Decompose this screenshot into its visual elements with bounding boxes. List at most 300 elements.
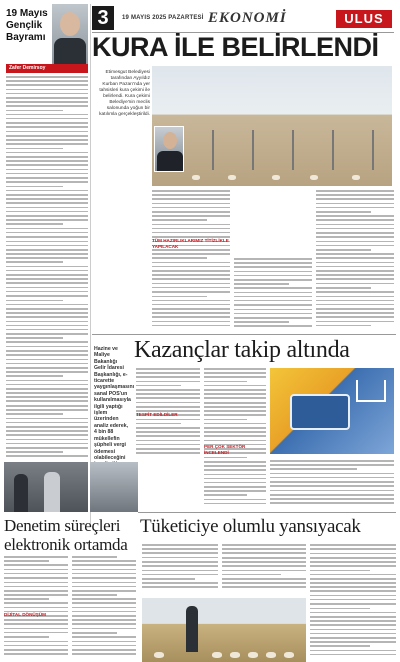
text-line <box>136 385 181 387</box>
text-line <box>6 434 88 436</box>
text-line <box>6 346 88 348</box>
text-line <box>4 628 68 630</box>
text-line <box>6 321 88 323</box>
kurban-pazari-photo <box>152 66 392 186</box>
text-line <box>6 257 88 259</box>
text-line <box>6 89 88 91</box>
text-line <box>152 287 230 289</box>
text-line <box>72 632 117 634</box>
text-line <box>6 455 88 457</box>
story4-body-col2 <box>222 544 306 594</box>
text-line <box>234 296 312 298</box>
text-line <box>204 427 266 429</box>
text-line <box>310 578 396 580</box>
text-line <box>4 564 68 566</box>
text-line <box>72 623 136 625</box>
text-line <box>6 143 88 145</box>
text-line <box>316 308 394 310</box>
text-line <box>6 236 88 238</box>
text-line <box>316 219 394 221</box>
text-line <box>204 431 266 433</box>
official-portrait-photo <box>154 126 184 172</box>
text-line <box>222 548 306 550</box>
text-line <box>270 477 394 479</box>
text-line <box>136 402 200 404</box>
text-line <box>152 219 207 221</box>
text-line <box>6 80 88 82</box>
text-line <box>72 594 117 596</box>
text-line <box>310 582 396 584</box>
text-line <box>234 283 289 285</box>
text-line <box>152 266 230 268</box>
text-line <box>152 198 230 200</box>
text-line <box>6 266 88 268</box>
text-line <box>6 316 88 318</box>
text-line <box>4 645 68 647</box>
text-line <box>142 544 218 546</box>
text-line <box>6 400 88 402</box>
text-line <box>310 565 396 567</box>
text-line <box>316 249 371 251</box>
text-line <box>310 645 370 647</box>
text-line <box>204 486 266 488</box>
text-line <box>204 393 266 395</box>
text-line <box>6 118 88 120</box>
text-line <box>6 169 88 171</box>
text-line <box>152 316 230 318</box>
text-line <box>270 485 394 487</box>
text-line <box>310 612 396 614</box>
text-line <box>4 598 49 600</box>
text-line <box>310 616 396 618</box>
text-line <box>234 300 312 302</box>
text-line <box>270 502 394 504</box>
text-line <box>72 649 136 651</box>
story1-body-col1 <box>152 190 230 332</box>
text-line <box>316 262 394 264</box>
text-line <box>4 582 68 584</box>
text-line <box>4 649 68 651</box>
story1-subhead: TÜM HAZIRLIKLARIMIZ TİTİZLİKLE YAPILACAK <box>152 238 229 249</box>
text-line <box>316 198 394 200</box>
text-line <box>6 363 88 365</box>
text-line <box>234 271 312 273</box>
text-line <box>270 490 394 492</box>
text-line <box>6 325 88 327</box>
text-line <box>6 413 63 415</box>
text-line <box>204 457 247 459</box>
text-line <box>204 435 266 437</box>
text-line <box>6 114 88 116</box>
text-line <box>6 341 88 343</box>
text-line <box>204 368 266 370</box>
text-line <box>72 590 136 592</box>
text-line <box>316 266 394 268</box>
text-line <box>204 406 266 408</box>
text-line <box>152 321 230 323</box>
text-line <box>6 409 88 411</box>
inspection-photo <box>4 462 88 512</box>
text-line <box>234 309 312 311</box>
text-line <box>152 215 230 217</box>
text-line <box>316 325 371 327</box>
text-line <box>6 177 88 179</box>
text-line <box>6 215 88 217</box>
text-line <box>136 419 200 421</box>
text-line <box>222 557 306 559</box>
text-line <box>72 611 136 613</box>
text-line <box>6 278 88 280</box>
story3-body-col1 <box>4 556 68 658</box>
text-line <box>234 279 312 281</box>
text-line <box>72 628 136 630</box>
text-line <box>204 410 266 412</box>
text-line <box>6 270 88 272</box>
text-line <box>204 381 247 383</box>
text-line <box>4 590 68 592</box>
text-line <box>152 224 230 226</box>
text-line <box>152 228 230 230</box>
text-line <box>234 287 312 289</box>
text-line <box>310 557 396 559</box>
text-line <box>4 619 68 621</box>
text-line <box>234 275 312 277</box>
text-line <box>72 560 136 562</box>
text-line <box>152 278 230 280</box>
story1-headline: KURA İLE BELİRLENDİ <box>92 32 379 62</box>
text-line <box>136 435 200 437</box>
text-line <box>6 219 88 221</box>
text-line <box>152 325 230 327</box>
text-line <box>204 499 266 501</box>
text-line <box>316 274 394 276</box>
text-line <box>152 194 230 196</box>
text-line <box>222 561 306 563</box>
text-line <box>6 122 88 124</box>
text-line <box>6 139 88 141</box>
text-line <box>72 645 136 647</box>
text-line <box>222 565 306 567</box>
text-line <box>234 266 312 268</box>
text-line <box>142 561 218 563</box>
text-line <box>6 447 88 449</box>
text-line <box>316 287 371 289</box>
text-line <box>4 636 49 638</box>
text-line <box>316 257 394 259</box>
text-line <box>234 304 312 306</box>
text-line <box>222 578 306 580</box>
story2-body-col2 <box>204 368 266 508</box>
text-line <box>152 274 230 276</box>
text-line <box>6 274 88 276</box>
text-line <box>234 292 312 294</box>
text-line <box>152 257 207 259</box>
text-line <box>136 444 200 446</box>
text-line <box>310 624 396 626</box>
text-line <box>136 381 200 383</box>
text-line <box>4 653 68 655</box>
text-line <box>316 312 394 314</box>
text-line <box>136 397 200 399</box>
text-line <box>72 641 136 643</box>
text-line <box>316 245 394 247</box>
text-line <box>316 232 394 234</box>
text-line <box>6 287 88 289</box>
text-line <box>6 211 88 213</box>
text-line <box>136 423 181 425</box>
text-line <box>204 440 266 442</box>
text-line <box>316 270 394 272</box>
text-line <box>222 574 281 576</box>
text-line <box>310 641 396 643</box>
text-line <box>152 300 230 302</box>
text-line <box>222 586 306 588</box>
text-line <box>270 473 394 475</box>
text-line <box>204 503 266 505</box>
text-line <box>6 430 88 432</box>
text-line <box>6 110 63 112</box>
text-line <box>6 148 63 150</box>
text-line <box>310 561 396 563</box>
section-divider-2 <box>138 512 396 513</box>
text-line <box>204 482 266 484</box>
text-line <box>310 599 396 601</box>
text-line <box>4 602 68 604</box>
text-line <box>316 236 394 238</box>
text-line <box>4 577 68 579</box>
text-line <box>4 632 68 634</box>
text-line <box>6 354 88 356</box>
text-line <box>142 574 218 576</box>
text-line <box>152 304 230 306</box>
text-line <box>6 181 88 183</box>
text-line <box>6 329 88 331</box>
text-line <box>72 619 136 621</box>
text-line <box>204 469 266 471</box>
text-line <box>316 207 394 209</box>
text-line <box>316 283 394 285</box>
story2-headline: Kazançlar takip altında <box>134 337 350 363</box>
text-line <box>6 135 88 137</box>
story1-lead: Etimesgut Belediyesi tarafından Ayyıldız Kurban Pazarı'nda yer tahsisleri kura çekimi ile belirlendi. Kura çekimi Belediye'nin meclis salonunda yoğun bir katılımla gerçekleştirildi. <box>99 70 150 117</box>
text-line <box>72 586 136 588</box>
story2-subhead-1: TESPİT EDİLDİLER <box>136 412 178 417</box>
text-line <box>6 359 88 361</box>
text-line <box>310 574 396 576</box>
story4-headline: Tüketiciye olumlu yansıyacak <box>140 516 361 537</box>
text-line <box>6 223 63 225</box>
text-line <box>204 372 266 374</box>
text-line <box>136 372 200 374</box>
text-line <box>72 573 136 575</box>
text-line <box>142 552 218 554</box>
text-line <box>6 101 88 103</box>
page-number: 3 <box>92 6 114 30</box>
text-line <box>204 465 266 467</box>
column-author: Zafer Demirsoy <box>6 64 88 73</box>
story3-subhead: DİJİTAL DÖNÜŞÜM <box>4 612 46 617</box>
text-line <box>72 607 136 609</box>
text-line <box>72 577 136 579</box>
columnist-photo <box>52 4 88 64</box>
text-line <box>234 313 312 315</box>
text-line <box>6 207 88 209</box>
text-line <box>6 198 88 200</box>
text-line <box>6 84 88 86</box>
text-line <box>6 126 88 128</box>
text-line <box>204 478 266 480</box>
text-line <box>6 131 88 133</box>
text-line <box>234 262 312 264</box>
text-line <box>310 654 396 656</box>
text-line <box>6 249 88 251</box>
text-line <box>6 304 88 306</box>
text-line <box>6 426 88 428</box>
text-line <box>152 207 230 209</box>
text-line <box>316 228 394 230</box>
text-line <box>310 637 396 639</box>
story3-headline: Denetim süreçleri elektronik ortamda <box>4 516 128 554</box>
text-line <box>6 105 88 107</box>
text-line <box>204 423 266 425</box>
text-line <box>270 460 394 462</box>
text-line <box>72 653 136 655</box>
text-line <box>222 582 306 584</box>
text-line <box>6 388 88 390</box>
column-divider <box>90 4 91 524</box>
text-line <box>234 325 312 327</box>
text-line <box>6 156 88 158</box>
text-line <box>72 569 136 571</box>
text-line <box>310 586 396 588</box>
text-line <box>6 371 88 373</box>
text-line <box>6 308 88 310</box>
text-line <box>310 608 370 610</box>
text-line <box>4 641 68 643</box>
text-line <box>6 173 88 175</box>
text-line <box>72 636 136 638</box>
text-line <box>152 203 230 205</box>
text-line <box>6 418 88 420</box>
text-line <box>4 569 68 571</box>
text-line <box>6 451 63 453</box>
text-line <box>316 316 394 318</box>
text-line <box>152 270 230 272</box>
secondary-photo <box>90 462 138 512</box>
text-line <box>4 556 68 558</box>
text-line <box>316 224 394 226</box>
text-line <box>204 494 247 496</box>
text-line <box>6 367 88 369</box>
text-line <box>4 586 68 588</box>
text-line <box>204 419 247 421</box>
text-line <box>6 282 88 284</box>
text-line <box>6 245 88 247</box>
text-line <box>142 578 195 580</box>
text-line <box>72 598 136 600</box>
story2-body-col3 <box>270 460 394 508</box>
text-line <box>310 548 396 550</box>
text-line <box>6 380 88 382</box>
text-line <box>136 440 200 442</box>
text-line <box>6 422 88 424</box>
text-line <box>310 590 396 592</box>
text-line <box>316 190 394 192</box>
text-line <box>234 317 312 319</box>
text-line <box>152 253 230 255</box>
text-line <box>316 194 394 196</box>
section-divider <box>92 334 396 335</box>
text-line <box>204 397 266 399</box>
section-name: EKONOMİ <box>208 10 287 26</box>
text-line <box>6 202 88 204</box>
text-line <box>136 448 200 450</box>
text-line <box>4 623 68 625</box>
text-line <box>152 190 230 192</box>
text-line <box>136 393 200 395</box>
text-line <box>152 283 230 285</box>
text-line <box>136 427 200 429</box>
text-line <box>270 481 394 483</box>
column-title: 19 Mayıs Gençlik Bayramı <box>6 8 48 43</box>
text-line <box>6 97 88 99</box>
sheep-market-photo <box>142 598 306 662</box>
text-line <box>316 321 394 323</box>
text-line <box>152 232 230 234</box>
text-line <box>6 164 88 166</box>
text-line <box>152 291 230 293</box>
text-line <box>6 291 88 293</box>
text-line <box>6 76 88 78</box>
text-line <box>6 228 88 230</box>
text-line <box>142 570 218 572</box>
text-line <box>204 385 266 387</box>
text-line <box>152 262 230 264</box>
text-line <box>316 291 394 293</box>
text-line <box>142 586 218 588</box>
text-line <box>316 203 394 205</box>
text-line <box>6 337 63 339</box>
text-line <box>6 350 88 352</box>
text-line <box>6 333 88 335</box>
text-line <box>136 389 200 391</box>
text-line <box>72 602 136 604</box>
text-line <box>6 190 88 192</box>
text-line <box>4 607 68 609</box>
text-line <box>234 258 312 260</box>
text-line <box>234 321 289 323</box>
newspaper-logo: ULUS <box>336 10 392 28</box>
text-line <box>310 629 396 631</box>
text-line <box>310 650 396 652</box>
text-line <box>204 461 266 463</box>
text-line <box>152 296 207 298</box>
text-line <box>6 392 88 394</box>
text-line <box>6 312 88 314</box>
text-line <box>6 232 88 234</box>
text-line <box>310 553 396 555</box>
text-line <box>6 152 88 154</box>
text-line <box>6 384 88 386</box>
text-line <box>270 468 357 470</box>
text-line <box>136 376 200 378</box>
story4-body-col1 <box>142 544 218 594</box>
text-line <box>310 570 370 572</box>
text-line <box>142 548 218 550</box>
text-line <box>6 194 88 196</box>
text-line <box>72 615 136 617</box>
text-line <box>152 308 230 310</box>
